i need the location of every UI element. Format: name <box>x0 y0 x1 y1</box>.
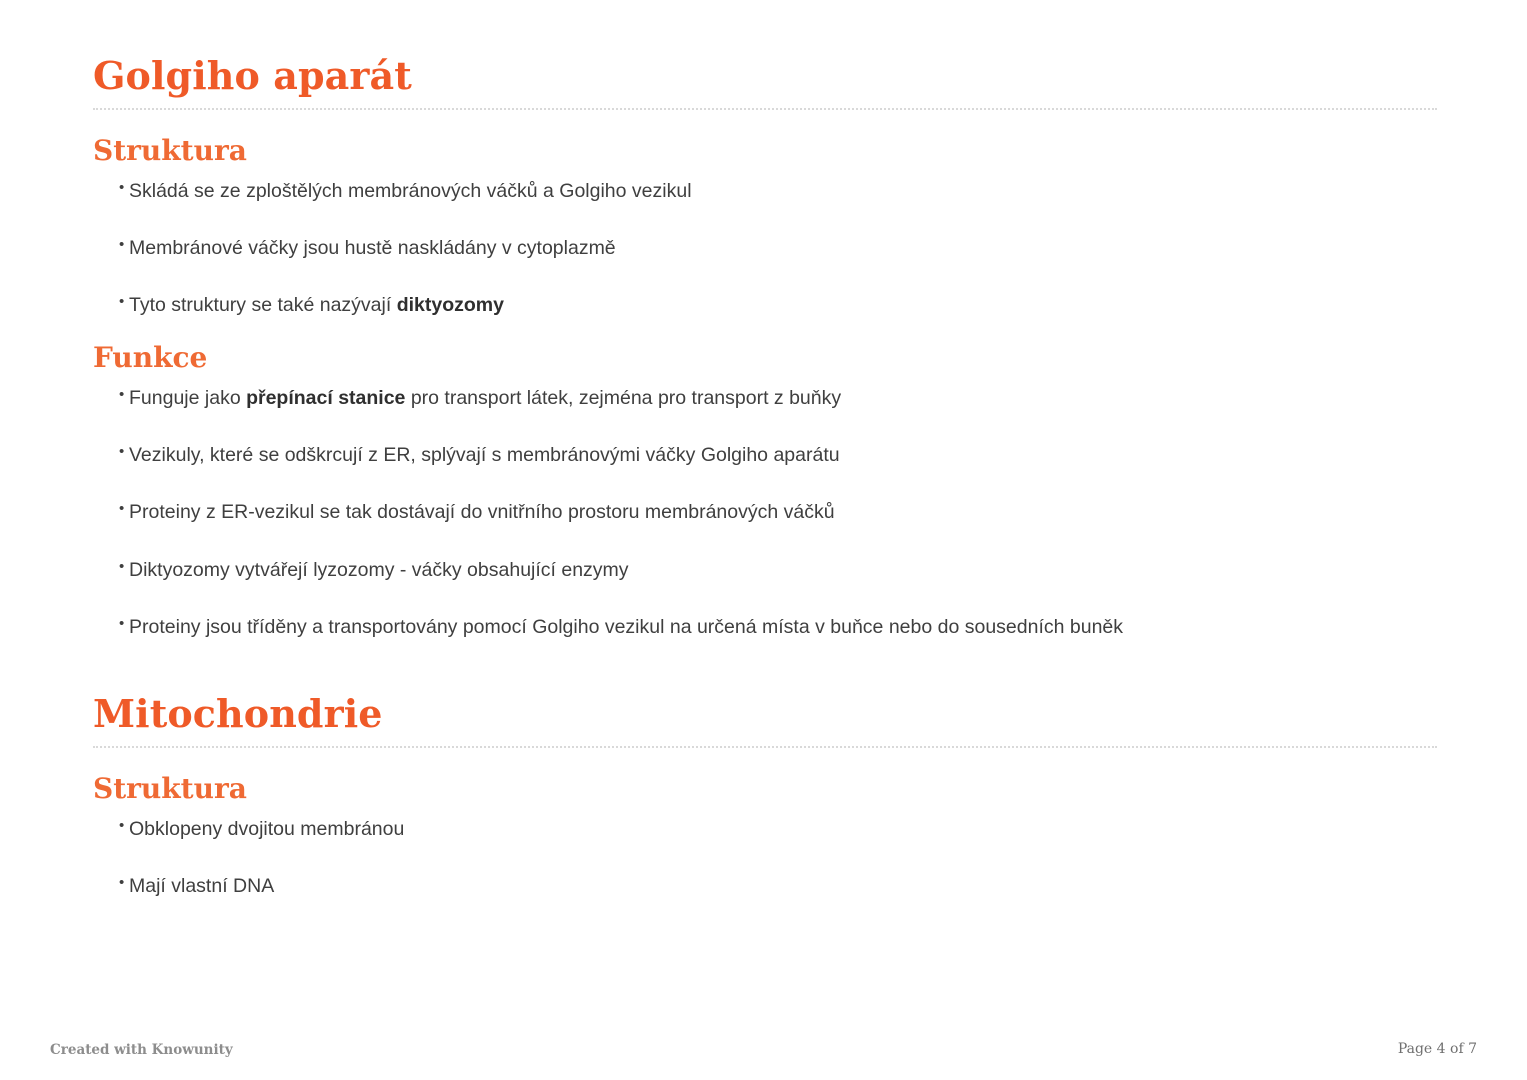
page-title: Golgiho aparát <box>93 53 412 98</box>
list-item <box>93 443 1437 468</box>
list-item <box>93 615 1437 640</box>
list-item <box>93 817 1437 842</box>
list-item <box>93 236 1437 261</box>
list-item-text: Diktyozomy vytvářejí lyzozomy - váčky obsahující enzymy <box>129 558 629 581</box>
list-item <box>93 874 1437 899</box>
list-item-text: Mají vlastní DNA <box>129 875 275 898</box>
page-footer <box>0 1034 1527 1058</box>
document-content <box>93 40 1437 912</box>
section-heading: Struktura <box>93 772 247 806</box>
list-item-emphasis: diktyozomy <box>396 294 504 317</box>
list-item-text: Vezikuly, které se odškrcují z ER, splývají s membránovými váčky Golgiho aparátu <box>129 444 840 467</box>
list-item-text: Proteiny z ER-vezikul se tak dostávají do vnitřního prostoru membránových váčků <box>129 501 835 524</box>
list-item <box>93 386 1437 411</box>
section-spacer <box>93 652 1437 678</box>
footer-credit: Created with Knowunity <box>50 1042 233 1058</box>
section-heading: Funkce <box>93 340 208 374</box>
section-heading: Struktura <box>93 133 247 167</box>
list-item-text: Proteiny jsou tříděny a transportovány pomocí Golgiho vezikul na určená místa v buňce nebo do sousedních buněk <box>129 616 1124 639</box>
list-item-text: Obklopeny dvojitou membránou <box>129 818 405 841</box>
list-item-text: Tyto struktury se také nazývají <box>129 294 397 317</box>
list-item-text: Membránové váčky jsou hustě naskládány v cytoplazmě <box>129 237 616 260</box>
list-item-text: pro transport látek, zejména pro transport z buňky <box>405 386 842 409</box>
list-item <box>93 558 1437 583</box>
title-divider <box>93 746 1437 748</box>
footer-page-number: Page 4 of 7 <box>1397 1041 1477 1057</box>
list-item-text: Funguje jako <box>129 386 247 409</box>
list-item-text: Skládá se ze zploštělých membránových váčků a Golgiho vezikul <box>129 179 692 202</box>
list-item <box>93 293 1437 318</box>
title-divider <box>93 108 1437 110</box>
list-item-emphasis: přepínací stanice <box>246 386 406 409</box>
bullet-list <box>93 173 1437 331</box>
bullet-list <box>93 811 1437 912</box>
list-item <box>93 179 1437 204</box>
bullet-list <box>93 380 1437 653</box>
page-title: Mitochondrie <box>93 691 383 737</box>
list-item <box>93 500 1437 525</box>
